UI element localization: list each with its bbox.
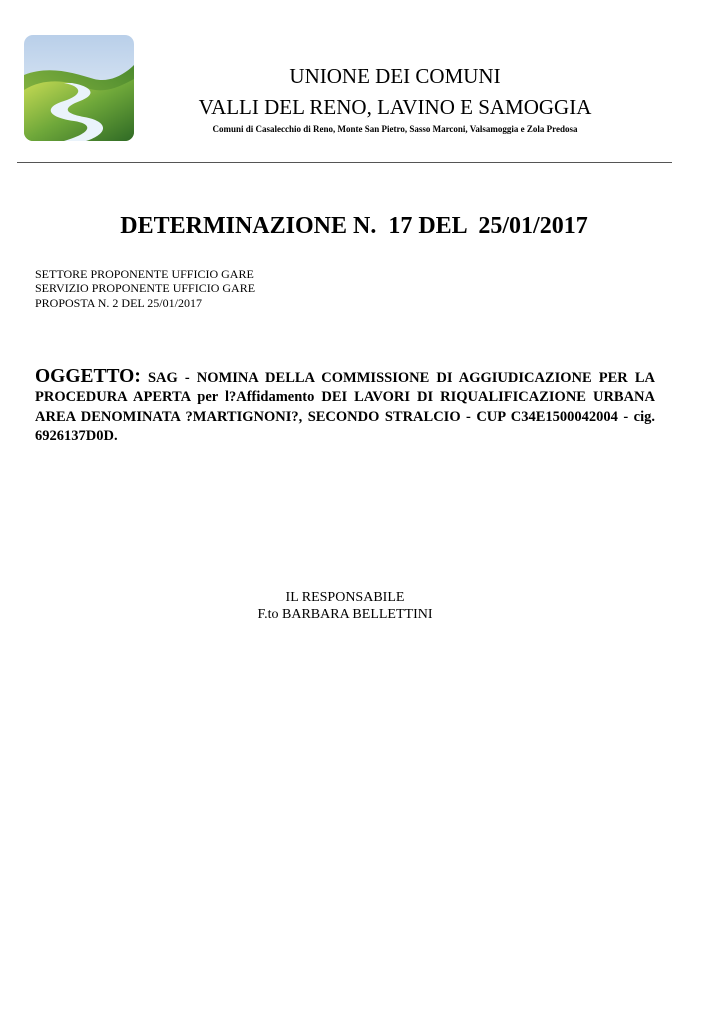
subject-paragraph xyxy=(35,367,655,446)
document-title: DETERMINAZIONE N. 17 DEL 25/01/2017 xyxy=(120,213,588,239)
subject-text: SAG - NOMINA DELLA COMMISSIONE DI AGGIUDICAZIONE PER LA PROCEDURA APERTA per l?Affidamento DEI LAVORI DI RIQUALIFICAZIONE URBANA AREA DENOMINATA ?MARTIGNONI?, SECONDO STRALCIO - CUP C34E1500042004 - cig. 6926137D0D. xyxy=(35,370,656,444)
union-logo xyxy=(24,35,134,141)
settore-proponente: SETTORE PROPONENTE UFFICIO GARE xyxy=(35,267,254,281)
header-divider xyxy=(17,162,672,163)
signature-role: IL RESPONSABILE xyxy=(285,590,405,605)
org-name: VALLI DEL RENO, LAVINO E SAMOGGIA xyxy=(198,95,592,119)
signature-name: F.to BARBARA BELLETTINI xyxy=(257,607,433,622)
document-meta xyxy=(35,267,255,310)
signature-block xyxy=(200,589,490,623)
proposta-number: PROPOSTA N. 2 DEL 25/01/2017 xyxy=(35,295,202,310)
subject-label: OGGETTO: xyxy=(35,366,141,387)
servizio-proponente: SERVIZIO PROPONENTE UFFICIO GARE xyxy=(35,281,256,296)
org-municipalities: Comuni di Casalecchio di Reno, Monte San Pietro, Sasso Marconi, Valsamoggia e Zola Predosa xyxy=(212,124,578,134)
org-title: UNIONE DEI COMUNI xyxy=(289,64,501,88)
valley-river-logo-icon xyxy=(24,35,134,141)
